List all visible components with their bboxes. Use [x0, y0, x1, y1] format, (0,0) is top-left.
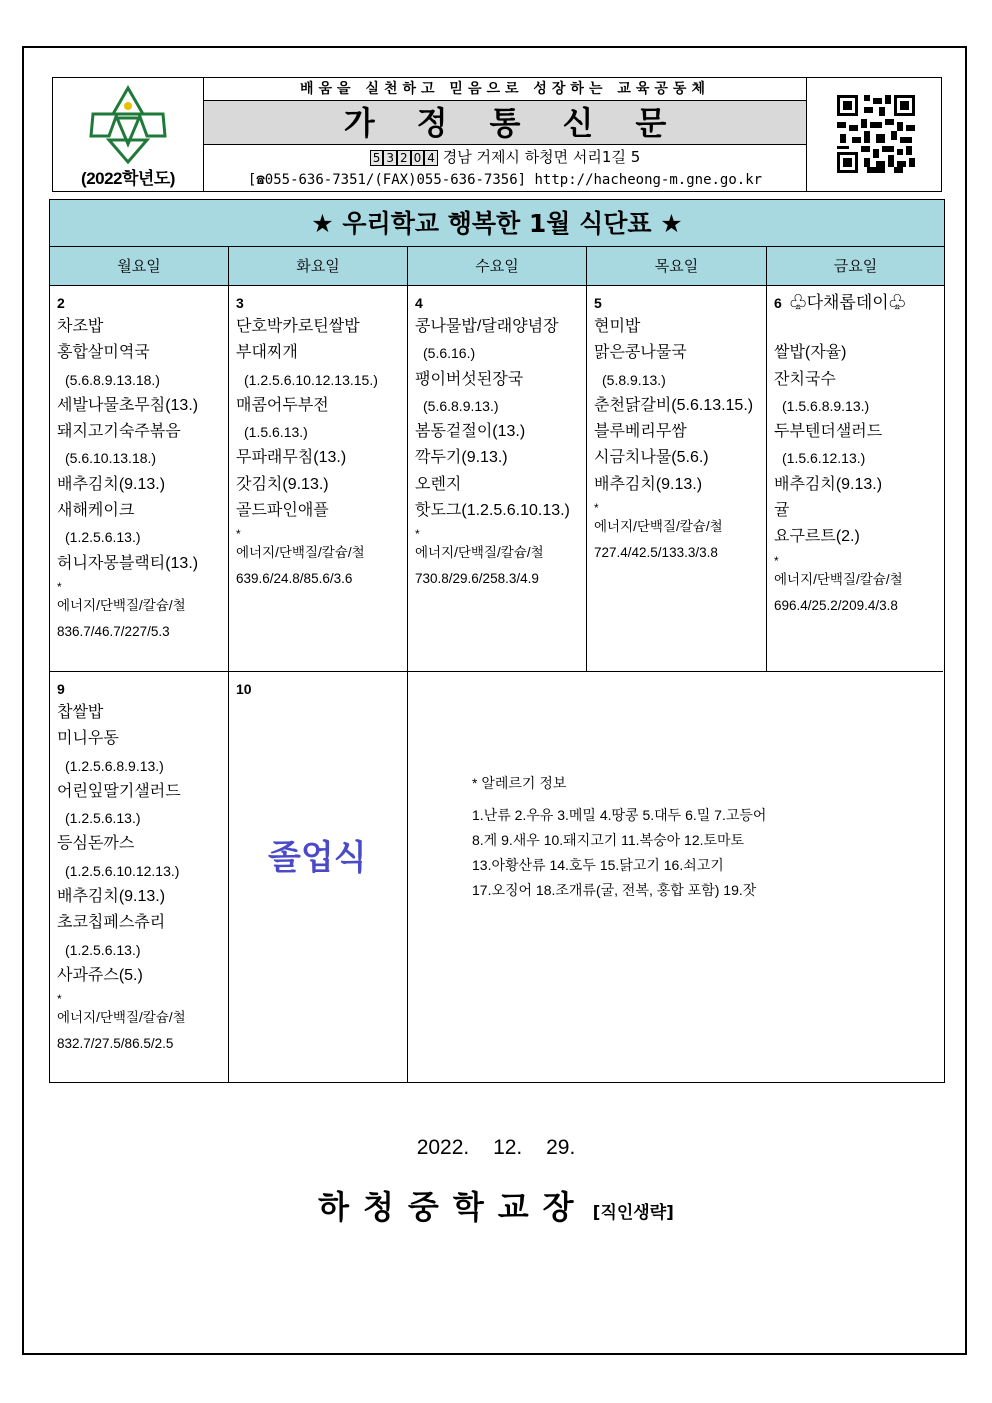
menu-item: 매콤어두부전	[236, 396, 329, 414]
nutrition-values: 836.7/46.7/227/5.3	[57, 623, 170, 639]
allergy-codes: (5.6.8.9.13.)	[423, 397, 499, 414]
menu-item: 블루베리무쌈	[594, 423, 687, 441]
school-motto: 배움을 실천하고 믿음으로 성장하는 교육공동체	[204, 78, 806, 101]
nutrition-label: 에너지/단백질/칼슘/철	[594, 519, 723, 535]
day-number-text: 6	[774, 295, 782, 311]
allergy-line: 1.난류 2.우유 3.메밀 4.땅콩 5.대두 6.밀 7.고등어	[472, 807, 767, 823]
menu-item: 귤	[774, 502, 790, 520]
day-number	[774, 292, 944, 314]
nutrition-marker: *	[594, 501, 599, 516]
school-logo-icon	[87, 84, 169, 164]
menu-item: 초코칩페스츄리	[57, 914, 166, 932]
nutrition-marker: *	[236, 527, 241, 542]
seal-note: [직인생략]	[592, 1203, 674, 1223]
signature-block	[0, 1182, 992, 1228]
allergy-codes: (1.2.5.6.8.9.13.)	[65, 757, 164, 774]
menu-item: 부대찌개	[236, 344, 298, 362]
menu-title: ★ 우리학교 행복한 1월 식단표 ★	[50, 200, 944, 247]
day-number: 2	[57, 295, 65, 311]
grid-line	[50, 671, 943, 672]
day-number: 10	[236, 681, 252, 697]
menu-item: 허니자몽블랙티(13.)	[57, 554, 199, 572]
zip-digit: 0	[411, 150, 425, 166]
menu-item: 쌀밥(자율)	[774, 344, 847, 362]
menu-item: 미니우동	[57, 730, 119, 748]
menu-item: 단호박카로틴쌀밥	[236, 318, 360, 335]
menu-item: 팽이버섯된장국	[415, 370, 524, 388]
menu-item: 골드파인애플	[236, 502, 329, 520]
principal-title: 하청중학교장	[318, 1188, 588, 1226]
qr-cell	[806, 78, 941, 191]
school-address	[204, 146, 806, 168]
zip-digit: 5	[370, 150, 384, 166]
address-text: 경남 거제시 하청면 서리1길 5	[442, 148, 641, 166]
menu-item: 요구르트(2.)	[774, 528, 860, 546]
allergy-codes: (5.6.16.)	[423, 345, 476, 362]
header-center	[204, 78, 806, 191]
nutrition-values: 727.4/42.5/133.3/3.8	[594, 545, 718, 561]
day-header-wed: 수요일	[408, 247, 587, 286]
allergy-line: 8.게 9.새우 10.돼지고기 11.복숭아 12.토마토	[472, 832, 745, 848]
menu-item: 시금치나물(5.6.)	[594, 449, 709, 467]
zip-digit: 4	[424, 150, 438, 166]
school-contact: [☎055-636-7351/(FAX)055-636-7356] http://hacheong-m.gne.go.kr	[247, 172, 763, 188]
menu-item: 새해케이크	[57, 502, 135, 520]
menu-item: 핫도그(1.2.5.6.10.13.)	[415, 502, 570, 520]
allergy-codes: (1.2.5.6.10.12.13.)	[65, 862, 180, 879]
allergy-info	[472, 773, 766, 903]
day-cell	[767, 288, 944, 619]
menu-item: 홍합살미역국	[57, 344, 150, 362]
nutrition-label: 에너지/단백질/칼슘/철	[415, 545, 544, 561]
school-year: (2022학년도)	[81, 169, 175, 188]
nutrition-marker: *	[57, 992, 62, 1007]
allergy-codes: (1.5.6.12.13.)	[782, 450, 866, 467]
nutrition-marker: *	[57, 579, 62, 594]
menu-item: 오렌지	[415, 475, 462, 493]
menu-item: 어린잎딸기샐러드	[57, 782, 181, 800]
nutrition-values: 730.8/29.6/258.3/4.9	[415, 571, 539, 587]
issue-date: 2022. 12. 29.	[416, 1136, 576, 1159]
day-number: 9	[57, 681, 65, 697]
zip-digit: 2	[397, 150, 411, 166]
day-cell	[50, 674, 228, 1057]
nutrition-values: 639.6/24.8/85.6/3.6	[236, 571, 353, 587]
zip-digit: 3	[383, 150, 397, 166]
day-cell	[229, 674, 407, 700]
menu-item: 찹쌀밥	[57, 704, 104, 721]
nutrition-values: 832.7/27.5/86.5/2.5	[57, 1036, 174, 1052]
menu-item: 갓김치(9.13.)	[236, 475, 329, 493]
day-cell	[587, 288, 766, 566]
day-number: 4	[415, 295, 423, 311]
newsletter-header	[52, 77, 942, 192]
menu-item: 깍두기(9.13.)	[415, 449, 508, 467]
menu-item: 차조밥	[57, 318, 104, 335]
menu-item: 봄동겉절이(13.)	[415, 423, 526, 441]
menu-item: 사과쥬스(5.)	[57, 966, 143, 984]
menu-item	[774, 314, 944, 340]
allergy-codes: (5.8.9.13.)	[602, 371, 666, 388]
allergy-codes: (1.2.5.6.13.)	[65, 810, 141, 827]
meal-menu-table	[49, 199, 945, 1083]
menu-item: 맑은콩나물국	[594, 344, 687, 362]
menu-item: 배추김치(9.13.)	[57, 888, 166, 906]
menu-item: 배추김치(9.13.)	[57, 475, 166, 493]
nutrition-label: 에너지/단백질/칼슘/철	[57, 1010, 186, 1026]
allergy-codes: (1.2.5.6.10.12.13.15.)	[244, 371, 378, 388]
qr-code-icon[interactable]	[837, 95, 915, 173]
nutrition-marker: *	[415, 527, 420, 542]
allergy-line: 17.오징어 18.조개류(굴, 전복, 홍합 포함) 19.잣	[472, 882, 757, 898]
allergy-title: * 알레르기 정보	[472, 775, 567, 791]
allergy-codes: (1.2.5.6.13.)	[65, 529, 141, 546]
allergy-codes: (1.2.5.6.13.)	[65, 941, 141, 958]
menu-item: 등심돈까스	[57, 835, 135, 853]
nutrition-label: 에너지/단백질/칼슘/철	[57, 597, 186, 613]
menu-item: 춘천닭갈비(5.6.13.15.)	[594, 396, 754, 414]
day-cell	[408, 288, 586, 592]
day-header-thu: 목요일	[587, 247, 767, 286]
nutrition-label: 에너지/단백질/칼슘/철	[236, 545, 365, 561]
graduation-event: 졸업식	[268, 838, 367, 878]
menu-item: 콩나물밥/달래양념장	[415, 318, 559, 335]
menu-item: 현미밥	[594, 318, 641, 335]
menu-item: 돼지고기숙주볶음	[57, 423, 181, 441]
day-number: 5	[594, 295, 602, 311]
menu-item: 배추김치(9.13.)	[774, 475, 883, 493]
menu-item: 배추김치(9.13.)	[594, 475, 703, 493]
menu-item: 무파래무침(13.)	[236, 449, 347, 467]
day-cell	[229, 288, 407, 592]
nutrition-values: 696.4/25.2/209.4/3.8	[774, 597, 898, 613]
menu-item: 세발나물초무침(13.)	[57, 396, 199, 414]
day-cell	[50, 288, 228, 645]
page-title: 가정통신문	[204, 101, 806, 145]
allergy-codes: (5.6.10.13.18.)	[65, 450, 157, 467]
allergy-line: 13.아황산류 14.호두 15.닭고기 16.쇠고기	[472, 857, 724, 873]
day-event: ♧다채롭데이♧	[789, 293, 906, 312]
allergy-codes: (5.6.8.9.13.18.)	[65, 371, 160, 388]
day-header-tue: 화요일	[229, 247, 408, 286]
day-number: 3	[236, 295, 244, 311]
menu-item: 잔치국수	[774, 370, 836, 388]
allergy-codes: (1.5.6.8.9.13.)	[782, 397, 870, 414]
menu-item: 두부텐더샐러드	[774, 423, 883, 441]
day-header-fri: 금요일	[767, 247, 944, 286]
nutrition-label: 에너지/단백질/칼슘/철	[774, 571, 903, 587]
school-logo-cell	[53, 78, 204, 191]
allergy-codes: (1.5.6.13.)	[244, 424, 308, 441]
day-header-mon: 월요일	[50, 247, 229, 286]
nutrition-marker: *	[774, 553, 779, 568]
